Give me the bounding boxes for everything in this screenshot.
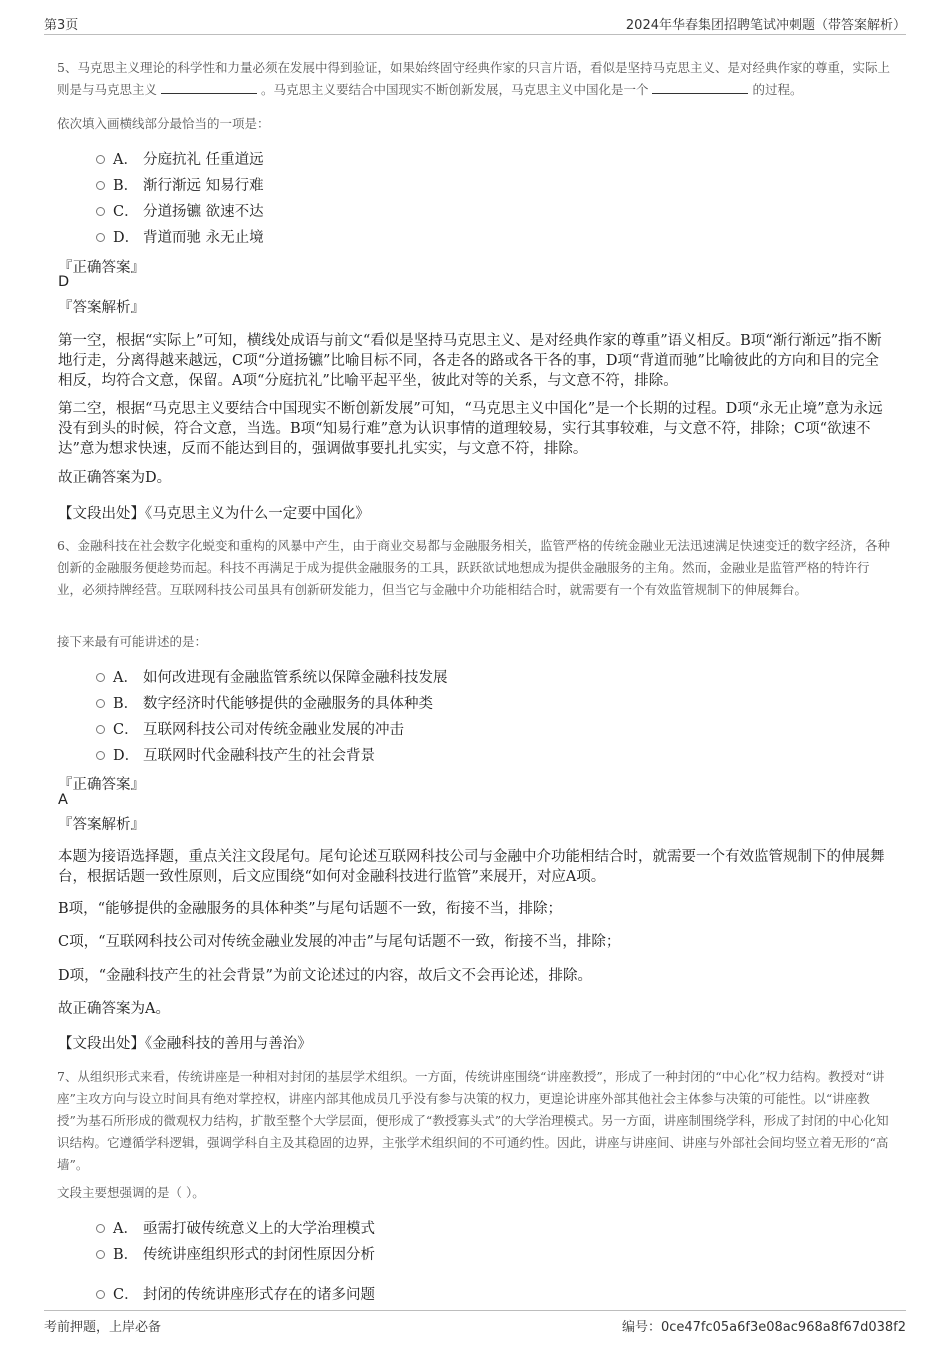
document-title: 2024年华春集团招聘笔试冲刺题（带答案解析） bbox=[625, 18, 906, 33]
correct-answer-label: 『正确答案』 bbox=[58, 777, 145, 793]
radio-icon[interactable] bbox=[96, 1290, 105, 1299]
question-7-prompt: 文段主要想强调的是（ ）。 bbox=[57, 1185, 205, 1200]
blank-2 bbox=[652, 81, 748, 94]
analysis-conclusion: 故正确答案为A。 bbox=[58, 1001, 170, 1017]
document-id: 编号：0ce47fc05a6f3e08ac968a8f67d038f2 bbox=[621, 1320, 906, 1335]
correct-answer: D bbox=[58, 274, 70, 290]
page-header bbox=[44, 12, 906, 35]
source-citation: 【文段出处】《金融科技的善用与善治》 bbox=[58, 1036, 312, 1052]
blank-1 bbox=[161, 81, 257, 94]
radio-icon[interactable] bbox=[96, 181, 105, 190]
q7-option-a[interactable]: A． 亟需打破传统意义上的大学治理模式 bbox=[96, 1216, 375, 1238]
analysis-paragraph: B项，“能够提供的金融服务的具体种类”与尾句话题不一致，衔接不当，排除； bbox=[58, 901, 562, 917]
q6-option-c[interactable]: C． 互联网科技公司对传统金融业发展的冲击 bbox=[96, 717, 404, 739]
radio-icon[interactable] bbox=[96, 699, 105, 708]
radio-icon[interactable] bbox=[96, 233, 105, 242]
footer-slogan: 考前押题，上岸必备 bbox=[44, 1320, 162, 1335]
source-citation: 【文段出处】《马克思主义为什么一定要中国化》 bbox=[58, 506, 370, 522]
radio-icon[interactable] bbox=[96, 1250, 105, 1259]
analysis-paragraph: 第一空，根据“实际上”可知，横线处成语与前文“看似是坚持马克思主义、是对经典作家的尊重”语义相反。B项“渐行渐远”指不断地行走，分离得越来越远，C项“分道扬镳”比喻目标不同，各走各的路或各干各的事，D项“背道而驰”比喻彼此的方向和目的完全相反，均符合文意，保留。A项“分庭抗礼”比喻平起平坐，彼此对等的关系，与文意不符，排除。 bbox=[58, 333, 882, 389]
analysis-label: 『答案解析』 bbox=[58, 300, 145, 316]
q7-option-c[interactable]: C． 封闭的传统讲座形式存在的诸多问题 bbox=[96, 1282, 375, 1304]
q7-option-b[interactable]: B． 传统讲座组织形式的封闭性原因分析 bbox=[96, 1242, 375, 1264]
q5-option-b[interactable]: B． 渐行渐远 知易行难 bbox=[96, 173, 264, 195]
correct-answer: A bbox=[58, 792, 68, 808]
question-7-text: 7、从组织形式来看，传统讲座是一种相对封闭的基层学术组织。一方面，传统讲座围绕“讲座教授”，形成了一种封闭的“中心化”权力结构。教授对“讲座”主攻方向与设立时间具有绝对掌控权，讲座内部其他成员几乎没有参与决策的权力，更遑论讲座外部其他社会主体参与决策的可能性。以“讲座教授”为基石所形成的微观权力结构，扩散至整个大学层面，便形成了“教授寡头式”的大学治理模式。另一方面，讲座制围绕学科，形成了封闭的中心化知识结构。它遵循学科逻辑，强调学科自主及其稳固的边界，主张学术组织间的不可通约性。因此，讲座与讲座间、讲座与外部社会间均竖立着无形的“高墙”。 bbox=[57, 1069, 889, 1172]
radio-icon[interactable] bbox=[96, 673, 105, 682]
q6-option-a[interactable]: A． 如何改进现有金融监管系统以保障金融科技发展 bbox=[96, 665, 448, 687]
analysis-conclusion: 故正确答案为D。 bbox=[58, 470, 172, 486]
radio-icon[interactable] bbox=[96, 207, 105, 216]
radio-icon[interactable] bbox=[96, 725, 105, 734]
radio-icon[interactable] bbox=[96, 1224, 105, 1233]
q6-option-b[interactable]: B． 数字经济时代能够提供的金融服务的具体种类 bbox=[96, 691, 433, 713]
q6-option-d[interactable]: D． 互联网时代金融科技产生的社会背景 bbox=[96, 743, 375, 765]
question-5-text: 5、马克思主义理论的科学性和力量必须在发展中得到验证，如果始终固守经典作家的只言片语，看似是坚持马克思主义、是对经典作家的尊重，实际上则是与马克思主义 。马克思主义要结合中国现实不断创新发展，马克思主义中国化是一个 的过程。 bbox=[57, 60, 890, 97]
question-6-text: 6、金融科技在社会数字化蜕变和重构的风暴中产生，由于商业交易都与金融服务相关，监管严格的传统金融业无法迅速满足快速变迁的数字经济，各种创新的金融服务便趁势而起。科技不再满足于成为提供金融服务的工具，跃跃欲试地想成为提供金融服务的主角。然而，金融业是监管严格的特许行业，必须持牌经营。互联网科技公司虽具有创新研发能力，但当它与金融中介功能相结合时，就需要有一个有效监管规制下的伸展舞台。 bbox=[57, 538, 890, 597]
page-footer bbox=[44, 1310, 906, 1337]
question-6-prompt: 接下来最有可能讲述的是： bbox=[57, 634, 208, 649]
radio-icon[interactable] bbox=[96, 155, 105, 164]
q5-option-c[interactable]: C． 分道扬镳 欲速不达 bbox=[96, 199, 264, 221]
analysis-paragraph: 本题为接语选择题，重点关注文段尾句。尾句论述互联网科技公司与金融中介功能相结合时，就需要一个有效监管规制下的伸展舞台，根据话题一致性原则，后文应围绕“如何对金融科技进行监管”来展开，对应A项。 bbox=[58, 849, 885, 885]
analysis-paragraph: 第二空，根据“马克思主义要结合中国现实不断创新发展”可知，“马克思主义中国化”是一个长期的过程。D项“永无止境”意为永远没有到头的时候，符合文意，当选。B项“知易行难”意为认识事情的道理较易，实行其事较难，与文意不符，排除；C项“欲速不达”意为想求快速，反而不能达到目的，强调做事要扎扎实实，与文意不符，排除。 bbox=[58, 401, 883, 457]
question-5-prompt: 依次填入画横线部分最恰当的一项是： bbox=[57, 116, 270, 131]
analysis-paragraph: C项，“互联网科技公司对传统金融业发展的冲击”与尾句话题不一致，衔接不当，排除； bbox=[58, 934, 621, 950]
q5-option-d[interactable]: D． 背道而驰 永无止境 bbox=[96, 225, 264, 247]
page-number: 第3页 bbox=[44, 18, 79, 33]
radio-icon[interactable] bbox=[96, 751, 105, 760]
correct-answer-label: 『正确答案』 bbox=[58, 260, 145, 276]
analysis-label: 『答案解析』 bbox=[58, 817, 145, 833]
q5-option-a[interactable]: A． 分庭抗礼 任重道远 bbox=[96, 147, 264, 169]
analysis-paragraph: D项，“金融科技产生的社会背景”为前文论述过的内容，故后文不会再论述，排除。 bbox=[58, 968, 592, 984]
